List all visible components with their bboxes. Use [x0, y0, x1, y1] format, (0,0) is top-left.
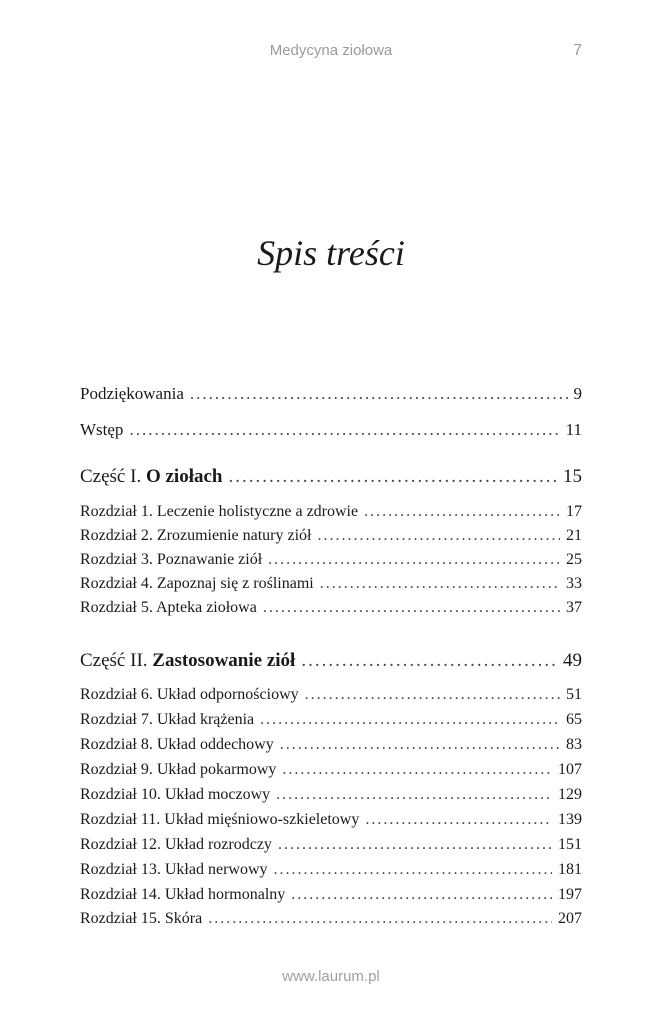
entry-label: Rozdział 5. Apteka ziołowa: [80, 599, 257, 616]
part-heading: [80, 650, 295, 672]
entry-page: 83: [566, 736, 582, 753]
toc-entry-chapter-3: [80, 551, 582, 569]
dot-leader: [365, 811, 552, 829]
page-number: 7: [573, 42, 582, 59]
dot-leader: [305, 686, 560, 704]
toc-entry-chapter-11: [80, 811, 582, 829]
entry-label: Rozdział 3. Poznawanie ziół: [80, 551, 263, 568]
dot-leader: [364, 503, 560, 521]
part-title: O ziołach: [145, 466, 223, 487]
entry-label: Rozdział 13. Układ nerwowy: [80, 861, 268, 878]
entry-page: 37: [566, 599, 582, 616]
toc-entry-part-1: [80, 466, 582, 488]
dot-leader: [268, 551, 560, 569]
entry-label: Rozdział 14. Układ hormonalny: [80, 886, 286, 903]
entry-label: Rozdział 8. Układ oddechowy: [80, 736, 274, 753]
part-prefix: Część II.: [80, 650, 148, 671]
toc-title: Spis treści: [257, 233, 405, 273]
toc-entry-chapter-13: [80, 861, 582, 879]
entry-page: 25: [566, 551, 582, 568]
dot-leader: [274, 861, 552, 879]
dot-leader: [276, 786, 552, 804]
entry-label: Rozdział 15. Skóra: [80, 910, 203, 927]
entry-label: Rozdział 11. Układ mięśniowo-szkieletowy: [80, 811, 360, 828]
toc-entry-chapter-9: [80, 761, 582, 779]
entry-page: 15: [563, 466, 582, 487]
part-prefix: Część I.: [80, 466, 142, 487]
dot-leader: [278, 836, 552, 854]
dot-leader: [282, 761, 552, 779]
part-heading: [80, 466, 222, 488]
dot-leader: [208, 910, 552, 928]
entry-label: Rozdział 2. Zrozumienie natury ziół: [80, 527, 312, 544]
entry-label: Rozdział 9. Układ pokarmowy: [80, 761, 277, 778]
entry-page: 139: [558, 811, 582, 828]
entry-label: Rozdział 12. Układ rozrodczy: [80, 836, 272, 853]
toc-entry-introduction: [80, 420, 582, 440]
entry-page: 65: [566, 711, 582, 728]
dot-leader: [291, 886, 552, 904]
entry-page: 21: [566, 527, 582, 544]
dot-leader: [280, 736, 560, 754]
footer-website: www.laurum.pl: [282, 968, 380, 985]
entry-label: Rozdział 6. Układ odpornościowy: [80, 686, 299, 703]
toc-entry-chapter-2: [80, 527, 582, 545]
dot-leader: [301, 650, 557, 672]
toc-entry-chapter-8: [80, 736, 582, 754]
toc-entry-chapter-12: [80, 836, 582, 854]
entry-page: 49: [563, 650, 582, 671]
entry-page: 11: [565, 420, 582, 439]
dot-leader: [260, 711, 560, 729]
toc-entry-chapter-10: [80, 786, 582, 804]
dot-leader: [228, 466, 557, 488]
entry-label: Podziękowania: [80, 384, 184, 403]
entry-page: 51: [566, 686, 582, 703]
part-title: Zastosowanie ziół: [152, 650, 296, 671]
dot-leader: [129, 420, 559, 440]
entry-page: 17: [566, 503, 582, 520]
dot-leader: [190, 384, 568, 404]
entry-page: 33: [566, 575, 582, 592]
toc-entry-chapter-15: [80, 910, 582, 928]
entry-page: 151: [558, 836, 582, 853]
entry-page: 197: [558, 886, 582, 903]
entry-label: Rozdział 4. Zapoznaj się z roślinami: [80, 575, 314, 592]
entry-page: 181: [558, 861, 582, 878]
dot-leader: [320, 575, 560, 593]
toc-entry-part-2: [80, 650, 582, 672]
toc-entry-chapter-7: [80, 711, 582, 729]
entry-page: 9: [573, 384, 582, 403]
entry-page: 129: [558, 786, 582, 803]
running-title: Medycyna ziołowa: [269, 42, 393, 59]
entry-label: Rozdział 7. Układ krążenia: [80, 711, 255, 728]
running-header: [0, 42, 662, 64]
toc-entry-chapter-1: [80, 503, 582, 521]
toc-entry-chapter-6: [80, 686, 582, 704]
entry-label: Rozdział 1. Leczenie holistyczne a zdrowie: [80, 503, 359, 520]
toc-entry-chapter-14: [80, 886, 582, 904]
dot-leader: [317, 527, 560, 545]
toc-entry-chapter-5: [80, 599, 582, 617]
entry-label: Rozdział 10. Układ moczowy: [80, 786, 271, 803]
entry-page: 207: [558, 910, 582, 927]
toc-entry-acknowledgements: [80, 384, 582, 404]
entry-label: Wstęp: [80, 420, 124, 439]
toc-entry-chapter-4: [80, 575, 582, 593]
dot-leader: [263, 599, 560, 617]
entry-page: 107: [558, 761, 582, 778]
